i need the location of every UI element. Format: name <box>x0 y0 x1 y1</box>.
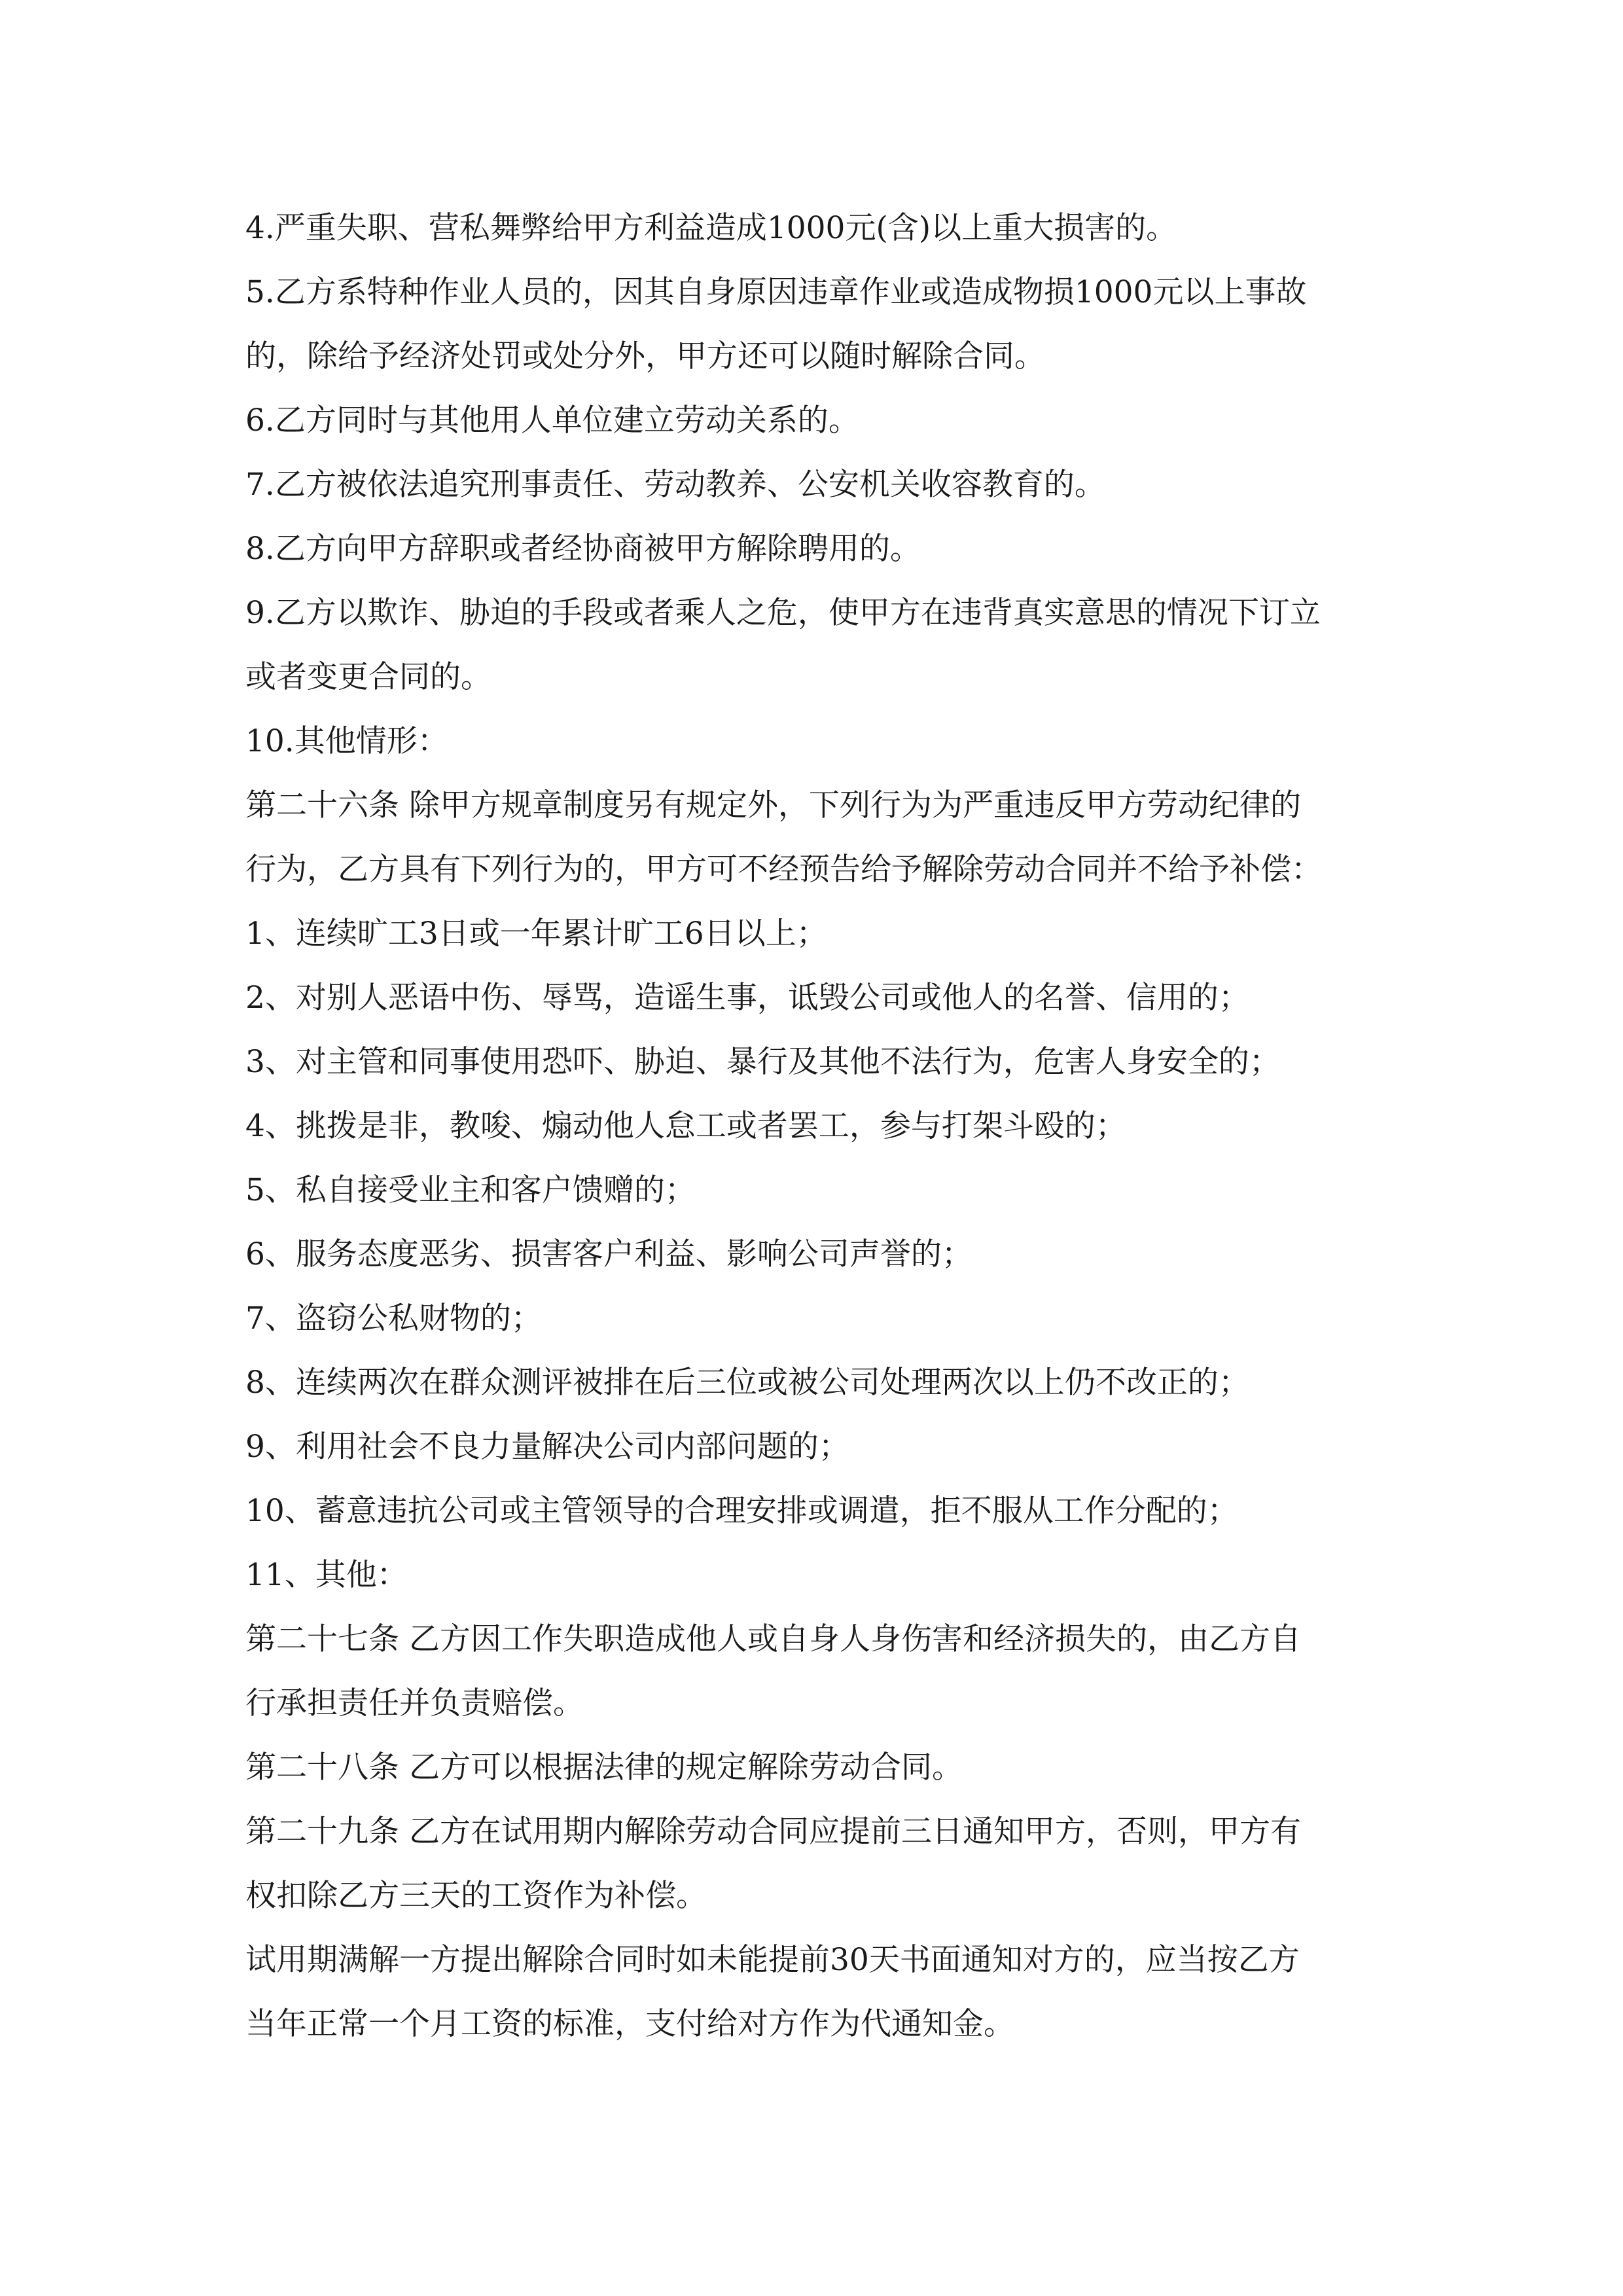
text-line: 行为，乙方具有下列行为的，甲方可不经预告给予解除劳动合同并不给予补偿： <box>245 852 1322 888</box>
text-line: 9.乙方以欺诈、胁迫的手段或者乘人之危，使甲方在违背真实意思的情况下订立 <box>245 595 1321 631</box>
document-body <box>245 196 1384 2056</box>
text-line: 当年正常一个月工资的标准，支付给对方作为代通知金。 <box>245 2006 1014 2042</box>
text-line: 9、利用社会不良力量解决公司内部问题的； <box>245 1429 849 1465</box>
text-line: 7、盗窃公私财物的； <box>245 1300 542 1336</box>
text-line: 7.乙方被依法追究刑事责任、劳动教养、公安机关收容教育的。 <box>245 467 1105 503</box>
text-line: 11、其他： <box>245 1557 408 1593</box>
text-line: 5、私自接受业主和客户馈赠的； <box>245 1172 696 1208</box>
text-line: 10、蓄意违抗公司或主管领导的合理安排或调遣，拒不服从工作分配的； <box>245 1493 1238 1529</box>
text-line: 行承担责任并负责赔偿。 <box>245 1685 584 1721</box>
text-line: 6、服务态度恶劣、损害客户利益、影响公司声誉的； <box>245 1236 972 1272</box>
text-line: 5.乙方系特种作业人员的，因其自身原因违章作业或造成物损1000元以上事故 <box>245 274 1307 310</box>
text-line: 第二十九条 乙方在试用期内解除劳动合同应提前三日通知甲方，否则，甲方有 <box>245 1814 1301 1850</box>
text-line: 8.乙方向甲方辞职或者经协商被甲方解除聘用的。 <box>245 531 921 567</box>
text-line: 10.其他情形： <box>245 723 448 759</box>
text-line: 权扣除乙方三天的工资作为补偿。 <box>245 1878 707 1914</box>
text-line: 1、连续旷工3日或一年累计旷工6日以上； <box>245 916 827 952</box>
text-line: 第二十六条 除甲方规章制度另有规定外，下列行为为严重违反甲方劳动纪律的 <box>245 787 1301 823</box>
text-line: 4、挑拨是非，教唆、煽动他人怠工或者罢工，参与打架斗殴的； <box>245 1108 1126 1144</box>
text-line: 3、对主管和同事使用恐吓、胁迫、暴行及其他不法行为，危害人身安全的； <box>245 1044 1280 1080</box>
text-line: 2、对别人恶语中伤、辱骂，造谣生事，诋毁公司或他人的名誉、信用的； <box>245 980 1249 1016</box>
text-line: 的，除给予经济处罚或处分外，甲方还可以随时解除合同。 <box>245 338 1045 374</box>
text-line: 第二十八条 乙方可以根据法律的规定解除劳动合同。 <box>245 1749 963 1785</box>
text-line: 6.乙方同时与其他用人单位建立劳动关系的。 <box>245 403 859 439</box>
text-line: 第二十七条 乙方因工作失职造成他人或自身人身伤害和经济损失的，由乙方自 <box>245 1621 1301 1657</box>
text-line: 试用期满解一方提出解除合同时如未能提前30天书面通知对方的，应当按乙方 <box>245 1942 1300 1978</box>
text-line: 4.严重失职、营私舞弊给甲方利益造成1000元(含)以上重大损害的。 <box>245 210 1177 246</box>
text-line: 8、连续两次在群众测评被排在后三位或被公司处理两次以上仍不改正的； <box>245 1365 1249 1401</box>
text-line: 或者变更合同的。 <box>245 659 491 695</box>
